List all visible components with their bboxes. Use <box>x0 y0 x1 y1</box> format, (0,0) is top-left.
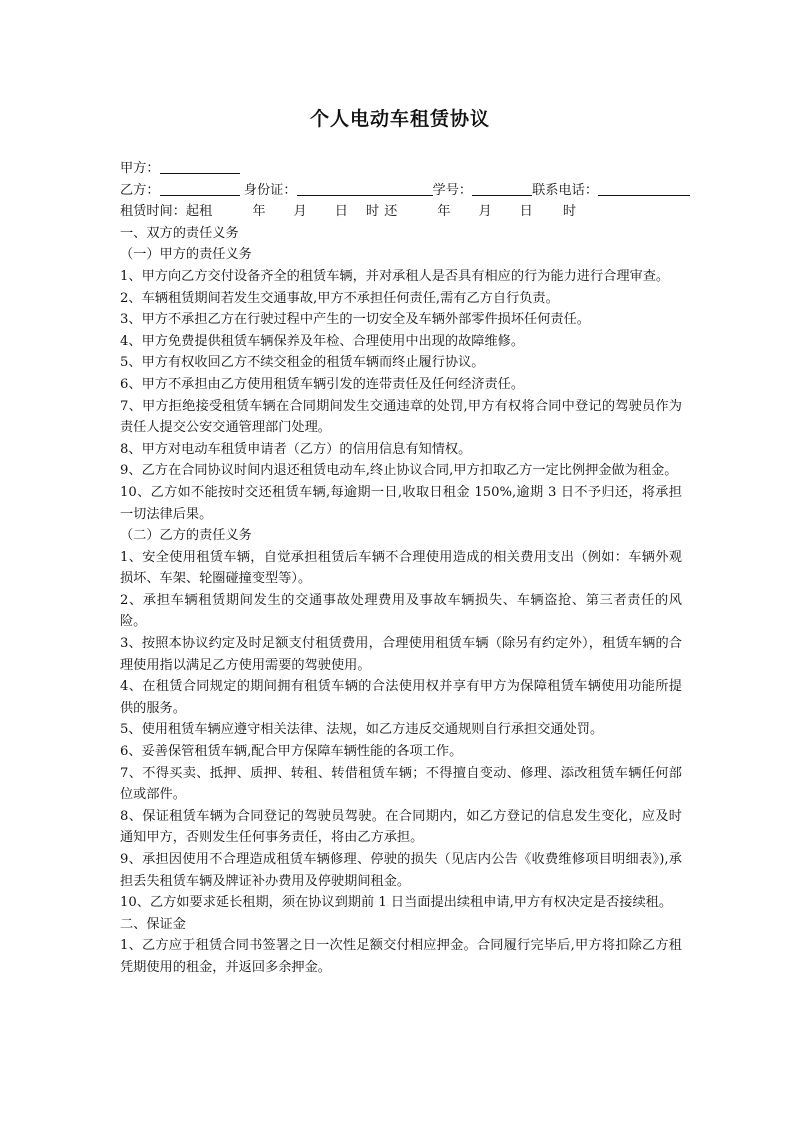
student-no-label: 学号： <box>432 182 473 198</box>
section-heading: （一）甲方的责任义务 <box>120 247 252 263</box>
document-body <box>120 158 682 979</box>
section-heading: 一、双方的责任义务 <box>120 225 239 241</box>
end-year: 年 <box>437 204 451 220</box>
start-day: 日 <box>334 204 348 220</box>
clause-paragraph: 5、使用租赁车辆应遵守相关法律、法规，如乙方违反交通规则自行承担交通处罚。 <box>120 722 604 738</box>
start-year: 年 <box>252 204 266 220</box>
rental-time-label: 租赁时间：起租 <box>120 204 213 220</box>
party-a-line <box>120 158 682 180</box>
party-a-field[interactable] <box>160 158 240 174</box>
clause-paragraph: 3、甲方不承担乙方在行驶过程中产生的一切安全及车辆外部零件损坏任何责任。 <box>120 312 590 328</box>
clause-paragraph: 9、承担因使用不合理造成租赁车辆修理、停驶的损失（见店内公告《收费维修项目明细表》),承担丢失租赁车辆及牌证补办费用及停驶期间租金。 <box>120 852 682 889</box>
clause-paragraph: 8、甲方对电动车租赁申请者（乙方）的信用信息有知情权。 <box>120 441 472 457</box>
clause-paragraph: 2、车辆租赁期间若发生交通事故,甲方不承担任何责任,需有乙方自行负责。 <box>120 290 559 306</box>
party-b-label: 乙方： <box>120 182 160 198</box>
id-field[interactable] <box>297 180 433 196</box>
end-month: 月 <box>478 204 492 220</box>
section-heading: 二、保证金 <box>120 916 186 932</box>
document-title: 个人电动车租赁协议 <box>309 108 490 130</box>
end-day: 日 <box>519 204 533 220</box>
clause-paragraph: 4、在租赁合同规定的期间拥有租赁车辆的合法使用权并享有甲方为保障租赁车辆使用功能所提供的服务。 <box>120 679 682 716</box>
party-a-label: 甲方： <box>120 161 160 176</box>
phone-label: 联系电话： <box>532 182 599 198</box>
phone-field[interactable] <box>598 180 690 196</box>
clause-paragraph: 1、安全使用租赁车辆，自觉承担租赁后车辆不合理使用造成的相关费用支出（例如：车辆外观损坏、车架、轮圈碰撞变型等）。 <box>120 549 682 587</box>
clause-paragraph: 10、乙方如不能按时交还租赁车辆,每逾期一日,收取日租金 150%,逾期 3 日不予归还，将承担一切法律后果。 <box>120 484 682 522</box>
clause-paragraph: 6、妥善保管租赁车辆,配合甲方保障车辆性能的各项工作。 <box>120 744 463 760</box>
agreement-sections <box>120 223 682 979</box>
clause-paragraph: 5、甲方有权收回乙方不续交租金的租赁车辆而终止履行协议。 <box>120 355 485 371</box>
return-label: 还 <box>384 204 398 220</box>
start-month: 月 <box>293 204 307 220</box>
clause-paragraph: 4、甲方免费提供租赁车辆保养及年检、合理使用中出现的故障维修。 <box>120 333 525 349</box>
clause-paragraph: 2、承担车辆租赁期间发生的交通事故处理费用及事故车辆损失、车辆盗抢、第三者责任的风险。 <box>120 592 682 630</box>
end-hour: 时 <box>562 204 576 220</box>
clause-paragraph: 7、甲方拒绝接受租赁车辆在合同期间发生交通违章的处罚,甲方有权将合同中登记的驾驶员作为责任人提交公安交通管理部门处理。 <box>120 398 682 436</box>
start-hour: 时 <box>365 204 380 220</box>
clause-paragraph: 10、乙方如要求延长租期，须在协议到期前 1 日当面提出续租申请,甲方有权决定是否接续租。 <box>120 895 673 911</box>
clause-paragraph: 7、不得买卖、抵押、质押、转租、转借租赁车辆；不得擅自变动、修理、添改租赁车辆任何部位或部件。 <box>120 765 682 803</box>
clause-paragraph: 3、按照本协议约定及时足额支付租赁费用，合理使用租赁车辆（除另有约定外），租赁车辆的合理使用指以满足乙方使用需要的驾驶使用。 <box>120 636 682 673</box>
clause-paragraph: 8、保证租赁车辆为合同登记的驾驶员驾驶。在合同期内，如乙方登记的信息发生变化，应及时通知甲方，否则发生任何事务责任，将由乙方承担。 <box>120 808 682 846</box>
section-heading: （二）乙方的责任义务 <box>120 528 252 544</box>
clause-paragraph: 1、乙方应于租赁合同书签署之日一次性足额交付相应押金。合同履行完毕后,甲方将扣除乙方租凭期使用的租金，并返回多余押金。 <box>120 938 682 975</box>
rental-time-line <box>120 201 682 223</box>
clause-paragraph: 9、乙方在合同协议时间内退还租赁电动车,终止协议合同,甲方扣取乙方一定比例押金做为租金。 <box>120 463 678 479</box>
party-b-field[interactable] <box>160 180 240 196</box>
clause-paragraph: 1、甲方向乙方交付设备齐全的租赁车辆，并对承租人是否具有相应的行为能力进行合理审查。 <box>120 268 670 284</box>
student-no-field[interactable] <box>472 180 532 196</box>
id-label: 身份证： <box>243 182 297 198</box>
party-b-line <box>120 180 682 202</box>
clause-paragraph: 6、甲方不承担由乙方使用租赁车辆引发的连带责任及任何经济责任。 <box>120 376 525 392</box>
